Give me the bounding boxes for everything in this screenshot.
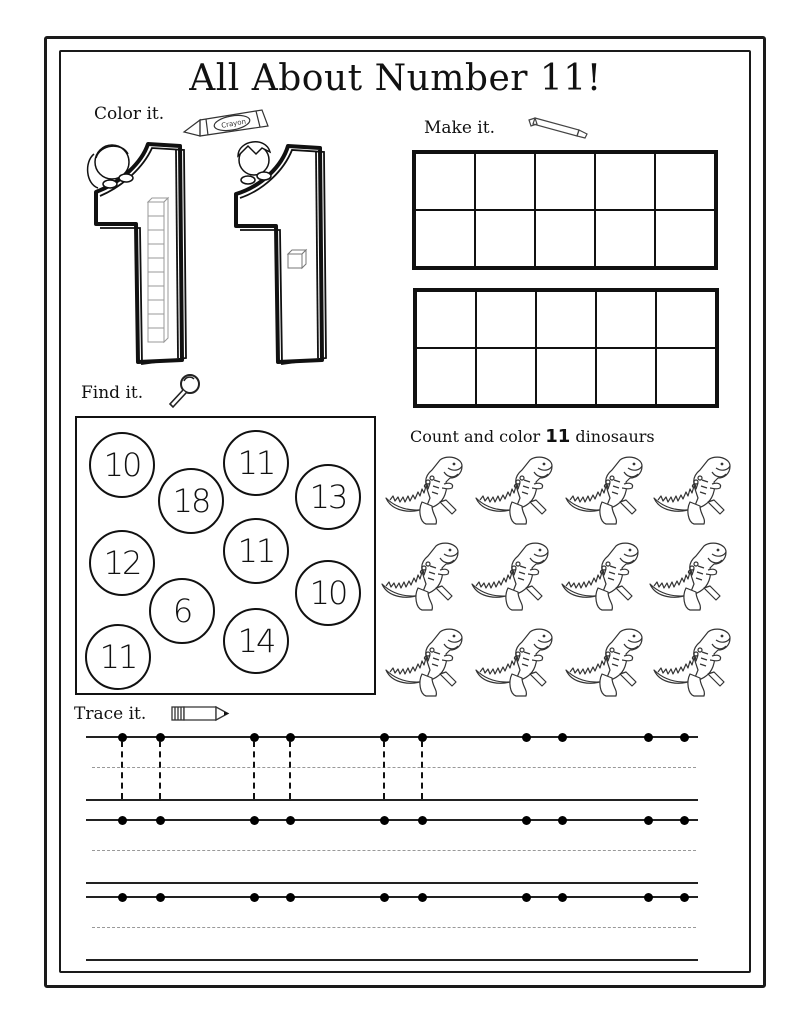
number-circle-value: 12 [103, 544, 141, 582]
number-circle-value: 11 [237, 444, 275, 482]
headline [86, 736, 698, 738]
start-dot [380, 893, 389, 902]
number-circle-value: 11 [99, 638, 137, 676]
number-circle-value: 6 [172, 592, 192, 630]
start-dot [418, 816, 427, 825]
start-dot [418, 893, 427, 902]
svg-text:Crayon: Crayon [220, 117, 247, 130]
start-dot [680, 893, 689, 902]
make-it-label: Make it. [424, 118, 495, 138]
start-dot [156, 816, 165, 825]
midline-dashed [92, 927, 696, 928]
start-dot [522, 733, 531, 742]
start-dot [380, 816, 389, 825]
baseline [86, 799, 698, 801]
start-dot [250, 816, 259, 825]
trace-it-label: Trace it. [74, 704, 147, 724]
trace-stroke-dashed [383, 741, 385, 799]
midline-dashed [92, 850, 696, 851]
number-circle-value: 10 [103, 446, 141, 484]
worksheet-title: All About Number 11! [189, 58, 602, 99]
number-circle-value: 14 [237, 622, 275, 660]
start-dot [156, 893, 165, 902]
trace-stroke-dashed [121, 741, 123, 799]
trace-stroke-dashed [289, 741, 291, 799]
number-circle-value: 11 [237, 532, 275, 570]
start-dot [118, 816, 127, 825]
start-dot [558, 893, 567, 902]
start-dot [644, 816, 653, 825]
start-dot [286, 893, 295, 902]
trace-stroke-dashed [253, 741, 255, 799]
start-dot [644, 893, 653, 902]
number-circle-value: 10 [309, 574, 347, 612]
number-circle-value: 18 [172, 482, 210, 520]
number-circle-value: 13 [309, 478, 347, 516]
headline [86, 819, 698, 821]
headline [86, 896, 698, 898]
count-label-number: 11 [545, 426, 571, 447]
start-dot [250, 893, 259, 902]
start-dot [680, 733, 689, 742]
count-label-after: dinosaurs [570, 427, 655, 446]
start-dot [680, 816, 689, 825]
start-dot [118, 893, 127, 902]
start-dot [522, 816, 531, 825]
start-dot [558, 733, 567, 742]
count-label-before: Count and color [410, 427, 546, 446]
start-dot [522, 893, 531, 902]
start-dot [286, 816, 295, 825]
find-it-label: Find it. [81, 383, 144, 403]
start-dot [644, 733, 653, 742]
trace-stroke-dashed [159, 741, 161, 799]
trace-stroke-dashed [421, 741, 423, 799]
color-it-label: Color it. [94, 104, 165, 124]
midline-dashed [92, 767, 696, 768]
start-dot [558, 816, 567, 825]
baseline [86, 959, 698, 961]
baseline [86, 882, 698, 884]
